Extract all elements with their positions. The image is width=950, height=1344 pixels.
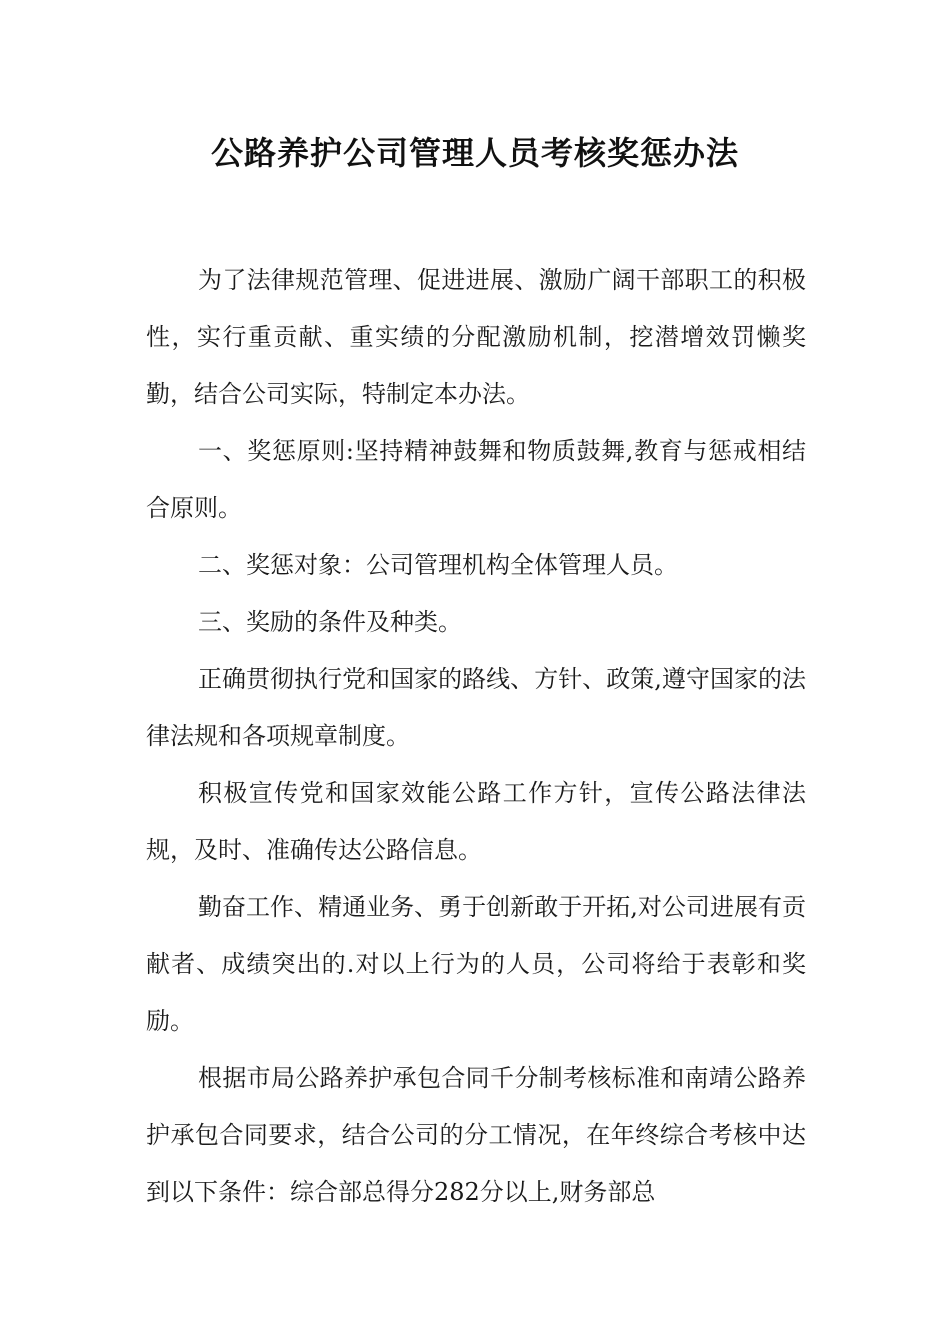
document-title: 公路养护公司管理人员考核奖惩办法 [210,134,739,172]
paragraph-target: 二、奖惩对象：公司管理机构全体管理人员。 [198,551,678,579]
paragraph-assessment: 根据市局公路养护承包合同千分制考核标准和南靖公路养护承包合同要求，结合公司的分工情况，在年终综合考核中达到以下条件：综合部总得分282分以上,财务部总 [146,1064,806,1206]
paragraph-reward-condition-1: 正确贯彻执行党和国家的路线、方针、政策,遵守国家的法律法规和各项规章制度。 [146,665,806,750]
paragraph-reward-condition-2: 积极宣传党和国家效能公路工作方针，宣传公路法律法规，及时、准确传达公路信息。 [146,779,806,864]
document-body [146,252,806,1221]
paragraph-principle: 一、奖惩原则:坚持精神鼓舞和物质鼓舞,教育与惩戒相结合原则。 [146,437,806,522]
paragraph-reward-condition-3: 勤奋工作、精通业务、勇于创新敢于开拓,对公司进展有贡献者、成绩突出的.对以上行为的人员，公司将给于表彰和奖励。 [146,893,806,1035]
paragraph-reward-heading: 三、奖励的条件及种类。 [198,608,462,636]
paragraph-intro: 为了法律规范管理、促进进展、激励广阔干部职工的积极性，实行重贡献、重实绩的分配激励机制，挖潜增效罚懒奖勤，结合公司实际，特制定本办法。 [146,266,806,408]
